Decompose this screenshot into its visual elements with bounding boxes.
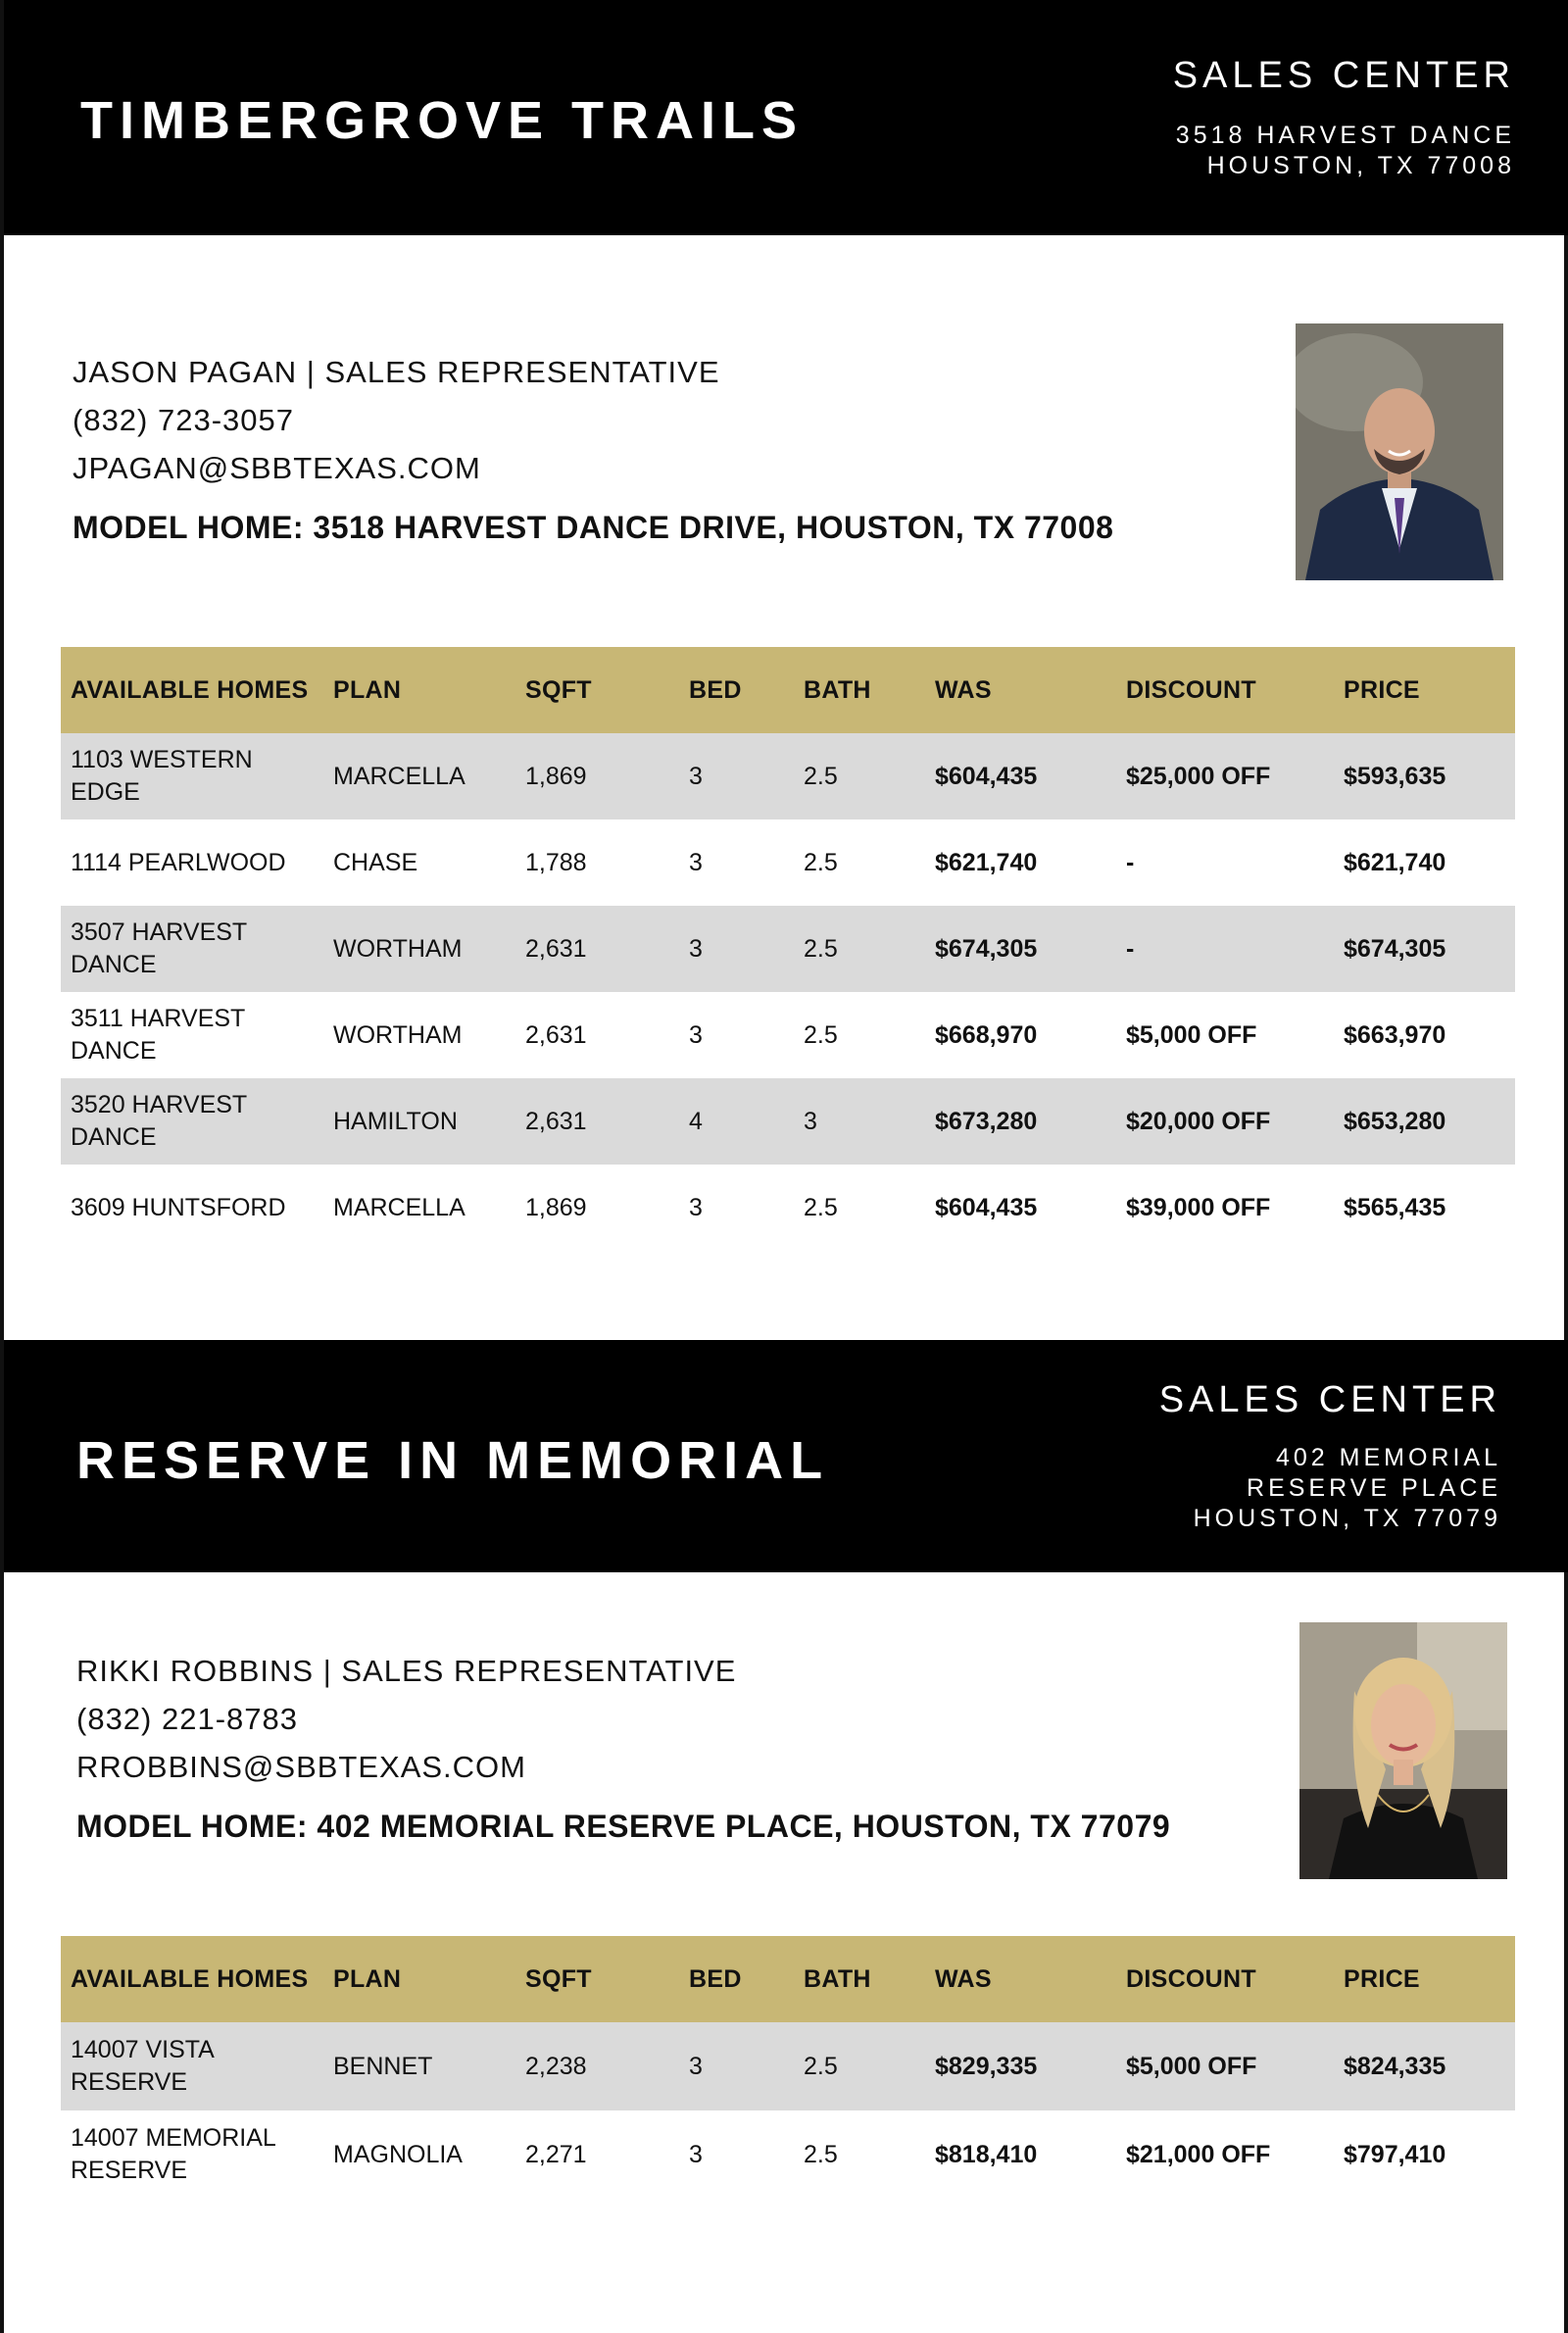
- cell-discount: $39,000 OFF: [1126, 1193, 1271, 1221]
- cell-price: $663,970: [1344, 1020, 1446, 1049]
- community-banner-reserve: [4, 1340, 1568, 1572]
- cell-plan: WORTHAM: [333, 1020, 463, 1049]
- table-row: [61, 819, 1515, 906]
- table-row: [61, 733, 1515, 819]
- cell-bath: 2.5: [804, 1020, 838, 1049]
- column-header: BED: [679, 1936, 794, 2022]
- cell-price: $797,410: [1344, 2140, 1446, 2168]
- cell-price: $593,635: [1334, 733, 1515, 819]
- cell-price: $621,740: [1344, 848, 1446, 876]
- cell-bath: 2.5: [794, 2022, 925, 2110]
- cell-bed: 4: [679, 1078, 794, 1165]
- cell-address: 14007 VISTA RESERVE: [61, 2022, 323, 2110]
- cell-discount: -: [1126, 848, 1135, 876]
- cell-discount: $5,000 OFF: [1116, 2022, 1334, 2110]
- cell-sqft: 2,631: [515, 1078, 679, 1165]
- rep-photo-illustration: [1299, 1622, 1507, 1879]
- rep-photo-illustration: [1296, 323, 1503, 580]
- cell-bed: 3: [679, 733, 794, 819]
- cell-sqft: 1,788: [525, 848, 587, 876]
- cell-sqft: 2,631: [525, 1020, 587, 1049]
- available-homes-table: [61, 1936, 1515, 2199]
- cell-price: $674,305: [1334, 906, 1515, 992]
- column-header: BED: [679, 647, 794, 733]
- column-header: DISCOUNT: [1116, 647, 1334, 733]
- column-header: PLAN: [323, 647, 515, 733]
- sales-center-block: [1159, 1379, 1501, 1534]
- column-header: AVAILABLE HOMES: [61, 1936, 323, 2022]
- table-row: [61, 906, 1515, 992]
- sales-center-heading: SALES CENTER: [1158, 1379, 1501, 1420]
- sales-center-address-line: HOUSTON, TX 77079: [1193, 1505, 1501, 1532]
- cell-plan: WORTHAM: [323, 906, 515, 992]
- column-header: BATH: [794, 647, 925, 733]
- cell-bed: 3: [689, 2140, 703, 2168]
- cell-discount: $25,000 OFF: [1116, 733, 1334, 819]
- cell-was: $673,280: [925, 1078, 1116, 1165]
- rep-phone[interactable]: (832) 723-3057: [73, 403, 294, 437]
- cell-address: 1114 PEARLWOOD: [71, 848, 286, 876]
- cell-plan: CHASE: [333, 848, 418, 876]
- model-home-address: MODEL HOME: 3518 HARVEST DANCE DRIVE, HOUSTON, TX 77008: [73, 510, 1114, 545]
- column-header: SQFT: [515, 1936, 679, 2022]
- cell-bed: 3: [679, 906, 794, 992]
- cell-address: 3609 HUNTSFORD: [71, 1193, 286, 1221]
- cell-discount: $20,000 OFF: [1116, 1078, 1334, 1165]
- cell-plan: MARCELLA: [323, 733, 515, 819]
- sales-rep-info: [73, 348, 1113, 546]
- cell-bath: 2.5: [804, 1193, 838, 1221]
- sales-center-address-line: RESERVE PLACE: [1247, 1474, 1501, 1502]
- sales-rep-info: [76, 1647, 1170, 1845]
- cell-was: $829,335: [925, 2022, 1116, 2110]
- table-row: [61, 992, 1515, 1078]
- cell-discount: -: [1116, 906, 1334, 992]
- table-row: [61, 1165, 1515, 1251]
- cell-plan: MAGNOLIA: [333, 2140, 463, 2168]
- cell-plan: MARCELLA: [333, 1193, 466, 1221]
- table-row: [61, 2110, 1515, 2199]
- column-header: WAS: [925, 1936, 1116, 2022]
- table-header-row: [61, 1936, 1515, 2022]
- table-header-row: [61, 647, 1515, 733]
- table-row: [61, 2022, 1515, 2110]
- column-header: PLAN: [323, 1936, 515, 2022]
- cell-was: $668,970: [935, 1020, 1038, 1049]
- community-title: TIMBERGROVE TRAILS: [80, 91, 805, 150]
- rep-email[interactable]: RROBBINS@SBBTEXAS.COM: [76, 1750, 526, 1784]
- cell-was: $621,740: [935, 848, 1038, 876]
- cell-bath: 3: [794, 1078, 925, 1165]
- cell-bath: 2.5: [794, 733, 925, 819]
- cell-discount: $21,000 OFF: [1126, 2140, 1271, 2168]
- rep-name: JASON PAGAN | SALES REPRESENTATIVE: [73, 355, 720, 389]
- sales-center-address-line: HOUSTON, TX 77008: [1206, 152, 1515, 179]
- table-row: [61, 1078, 1515, 1165]
- cell-was: $604,435: [925, 733, 1116, 819]
- sales-center-block: [1173, 55, 1515, 181]
- cell-address: 3507 HARVEST DANCE: [61, 906, 323, 992]
- cell-plan: HAMILTON: [323, 1078, 515, 1165]
- cell-was: $674,305: [925, 906, 1116, 992]
- cell-sqft: 1,869: [525, 1193, 587, 1221]
- sales-center-address-line: 402 MEMORIAL: [1275, 1444, 1501, 1471]
- cell-was: $818,410: [935, 2140, 1038, 2168]
- sales-center-address-line: 3518 HARVEST DANCE: [1175, 122, 1515, 149]
- cell-plan: BENNET: [323, 2022, 515, 2110]
- cell-bath: 2.5: [794, 906, 925, 992]
- community-banner-timbergrove: [4, 0, 1568, 235]
- community-title: RESERVE IN MEMORIAL: [76, 1431, 830, 1490]
- rep-photo: [1299, 1622, 1507, 1879]
- cell-was: $604,435: [935, 1193, 1038, 1221]
- cell-address: 14007 MEMORIAL RESERVE: [71, 2124, 275, 2184]
- cell-address: 3520 HARVEST DANCE: [61, 1078, 323, 1165]
- column-header: SQFT: [515, 647, 679, 733]
- cell-address: 3511 HARVEST DANCE: [71, 1005, 245, 1065]
- column-header: AVAILABLE HOMES: [61, 647, 323, 733]
- rep-email[interactable]: JPAGAN@SBBTEXAS.COM: [73, 451, 481, 485]
- column-header: PRICE: [1334, 1936, 1515, 2022]
- available-homes-table: [61, 647, 1515, 1251]
- cell-bath: 2.5: [804, 2140, 838, 2168]
- model-home-address: MODEL HOME: 402 MEMORIAL RESERVE PLACE, HOUSTON, TX 77079: [76, 1809, 1171, 1844]
- cell-price: $824,335: [1334, 2022, 1515, 2110]
- column-header: PRICE: [1334, 647, 1515, 733]
- sales-center-heading: SALES CENTER: [1172, 55, 1515, 96]
- cell-bed: 3: [689, 1020, 703, 1049]
- column-header: DISCOUNT: [1116, 1936, 1334, 2022]
- cell-sqft: 2,238: [515, 2022, 679, 2110]
- column-header: BATH: [794, 1936, 925, 2022]
- cell-price: $653,280: [1334, 1078, 1515, 1165]
- cell-sqft: 2,631: [515, 906, 679, 992]
- cell-bed: 3: [679, 2022, 794, 2110]
- column-header: WAS: [925, 647, 1116, 733]
- cell-sqft: 2,271: [525, 2140, 587, 2168]
- rep-photo: [1296, 323, 1503, 580]
- cell-bed: 3: [689, 848, 703, 876]
- cell-discount: $5,000 OFF: [1126, 1020, 1257, 1049]
- rep-phone[interactable]: (832) 221-8783: [76, 1702, 298, 1736]
- cell-bath: 2.5: [804, 848, 838, 876]
- cell-price: $565,435: [1344, 1193, 1446, 1221]
- cell-sqft: 1,869: [515, 733, 679, 819]
- cell-address: 1103 WESTERN EDGE: [61, 733, 323, 819]
- rep-name: RIKKI ROBBINS | SALES REPRESENTATIVE: [76, 1654, 737, 1688]
- cell-bed: 3: [689, 1193, 703, 1221]
